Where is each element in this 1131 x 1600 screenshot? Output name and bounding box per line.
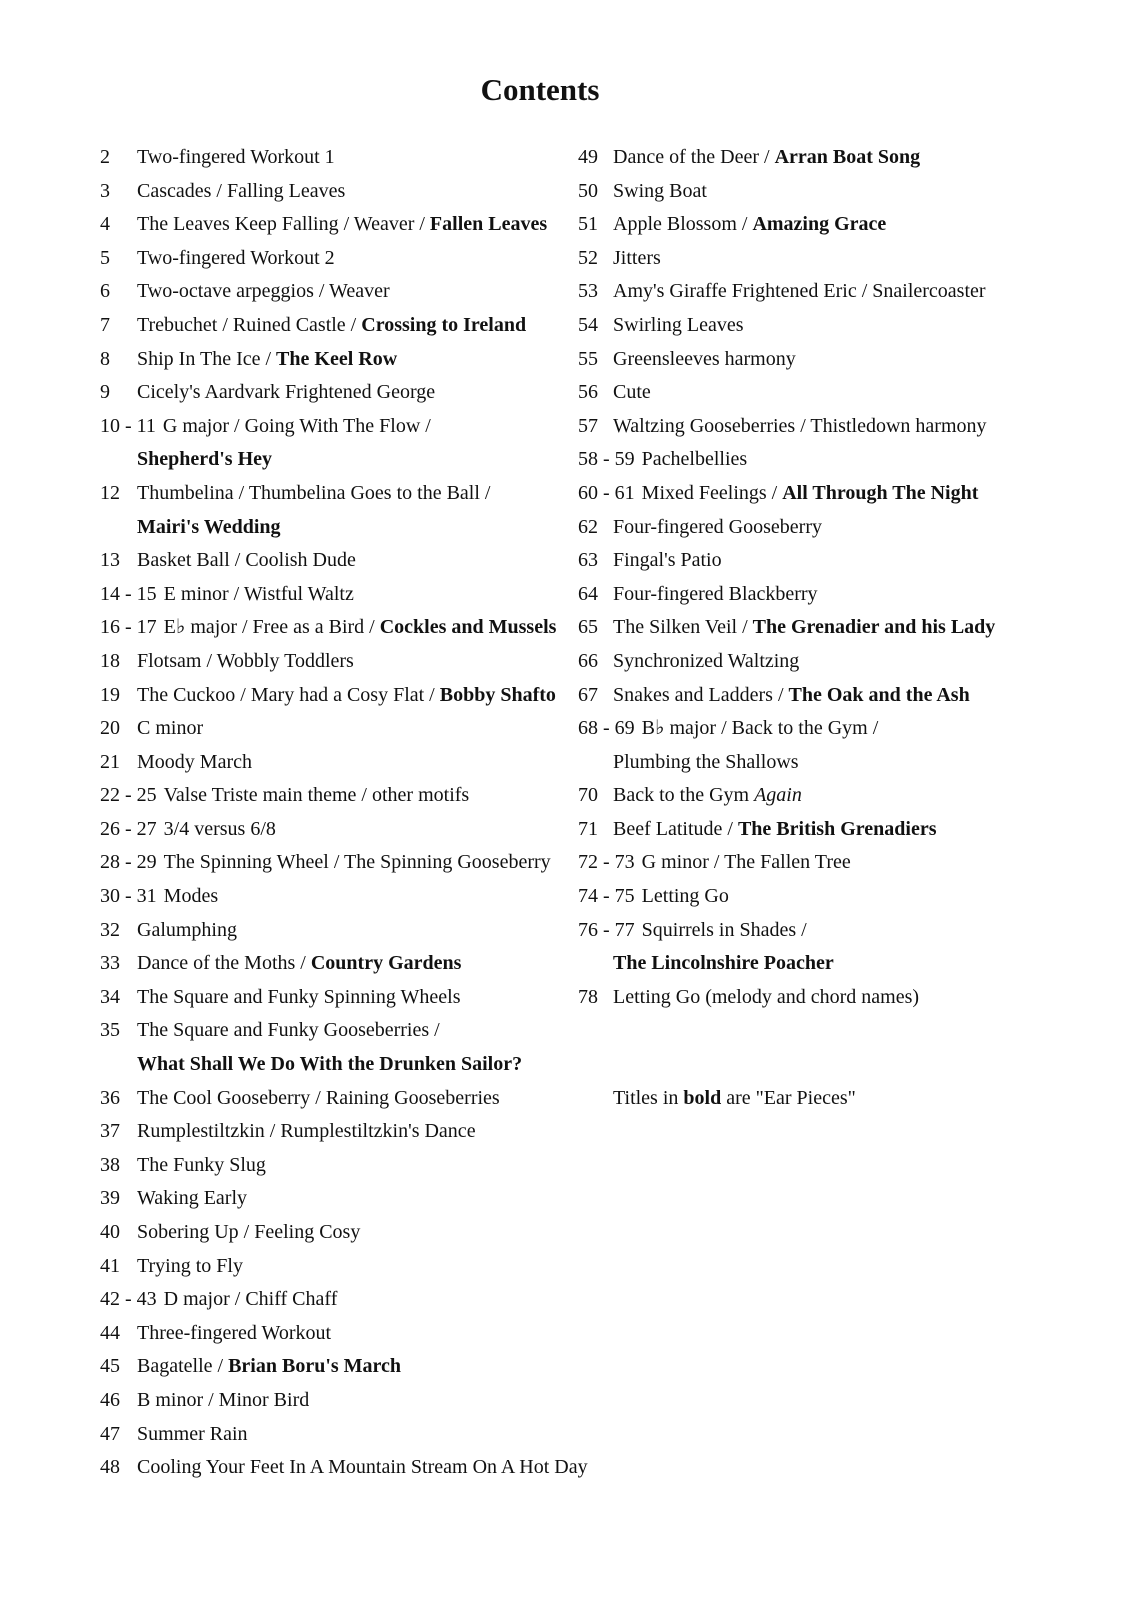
contents-entry	[100, 311, 588, 345]
contents-entry	[100, 412, 588, 446]
entry-title: 3/4 versus 6/8	[163, 817, 276, 840]
contents-entry	[100, 244, 588, 278]
page-number: 63	[578, 549, 598, 572]
contents-entry-continuation	[100, 513, 588, 547]
contents-entry	[100, 815, 588, 849]
entry-title: Four-fingered Blackberry	[613, 582, 818, 605]
contents-entry	[100, 546, 588, 580]
contents-entry	[100, 681, 588, 715]
contents-entry	[100, 345, 588, 379]
page-number: 64	[578, 582, 598, 605]
page-number: 39	[100, 1187, 120, 1210]
entry-title: Dance of the Deer /	[613, 146, 775, 168]
entry-title: Greensleeves harmony	[613, 347, 796, 370]
entry-title: Flotsam / Wobbly Toddlers	[137, 649, 354, 672]
contents-entry	[578, 412, 995, 446]
ear-piece-title: Bobby Shafto	[439, 683, 556, 706]
entry-title: G minor / The Fallen Tree	[641, 851, 851, 874]
entry-title: Four-fingered Gooseberry	[613, 515, 822, 538]
contents-entry	[578, 613, 995, 647]
ear-piece-title: The Keel Row	[276, 347, 398, 370]
page-number: 66	[578, 649, 598, 672]
contents-entry	[100, 378, 588, 412]
entry-title: E♭ major / Free as a Bird /	[163, 616, 380, 639]
entry-title: Swing Boat	[613, 179, 707, 202]
contents-entry	[578, 445, 995, 479]
contents-entry	[578, 345, 995, 379]
contents-entry	[100, 613, 588, 647]
page-number: 6	[100, 280, 110, 303]
page-number: 55	[578, 347, 598, 370]
entry-title: are "Ear Pieces"	[721, 1086, 856, 1109]
page-number: 3	[100, 179, 110, 202]
contents-entry	[100, 1386, 588, 1420]
page-number: 44	[100, 1321, 120, 1344]
entry-title: Valse Triste main theme / other motifs	[163, 784, 470, 807]
entry-title: B minor / Minor Bird	[137, 1388, 310, 1411]
entry-title: C minor	[137, 717, 204, 740]
entry-title: Swirling Leaves	[613, 313, 744, 336]
entry-title: Plumbing the Shallows	[613, 750, 799, 773]
contents-entry	[100, 1218, 588, 1252]
entry-title: E minor / Wistful Waltz	[163, 582, 354, 605]
contents-entry	[100, 210, 588, 244]
page-number: 37	[100, 1120, 120, 1143]
page-number: 51	[578, 213, 598, 236]
page-number: 47	[100, 1422, 120, 1445]
entry-title: The Silken Veil /	[613, 616, 753, 639]
contents-column-right	[578, 143, 995, 1117]
page-number: 4	[100, 213, 110, 236]
ear-piece-title: The Grenadier and his Lady	[752, 616, 996, 639]
entry-title: Synchronized Waltzing	[613, 649, 800, 672]
page-number: 71	[578, 817, 598, 840]
page-number: 72 - 73	[578, 851, 635, 874]
contents-entry	[578, 513, 995, 547]
contents-entry	[100, 580, 588, 614]
entry-title: Ship In The Ice /	[137, 347, 277, 370]
contents-entry	[578, 916, 995, 950]
contents-entry	[578, 143, 995, 177]
page-number: 60 - 61	[578, 481, 635, 504]
contents-entry-continuation	[578, 748, 995, 782]
entry-title: Summer Rain	[137, 1422, 248, 1445]
page-number: 65	[578, 616, 598, 639]
entry-title: Trebuchet / Ruined Castle /	[137, 313, 362, 336]
entry-title: The Cuckoo / Mary had a Cosy Flat /	[137, 683, 440, 706]
contents-entry	[100, 1016, 588, 1050]
contents-column-left	[100, 143, 588, 1487]
page-number: 16 - 17	[100, 616, 157, 639]
ear-piece-title: Mairi's Wedding	[137, 515, 281, 538]
contents-entry	[578, 714, 995, 748]
page-number: 56	[578, 381, 598, 404]
contents-entry-continuation	[100, 1050, 588, 1084]
entry-title: Waking Early	[137, 1187, 248, 1210]
page-number: 49	[578, 146, 598, 168]
ear-piece-title: Brian Boru's March	[228, 1355, 402, 1378]
ear-piece-title: Amazing Grace	[752, 213, 887, 236]
entry-title: Fingal's Patio	[613, 549, 722, 572]
contents-entry	[578, 647, 995, 681]
page-number: 50	[578, 179, 598, 202]
contents-entry	[578, 378, 995, 412]
page-number: 62	[578, 515, 598, 538]
contents-entry-continuation	[578, 1016, 995, 1050]
page-number: 45	[100, 1355, 120, 1378]
ear-piece-title: Fallen Leaves	[429, 213, 548, 236]
contents-entry	[578, 848, 995, 882]
entry-title: The Square and Funky Spinning Wheels	[137, 985, 461, 1008]
page-title: Contents	[480, 72, 600, 107]
page-number: 40	[100, 1221, 120, 1243]
entry-title: The Square and Funky Gooseberries /	[137, 1019, 440, 1042]
page-number: 57	[578, 414, 598, 437]
entry-title: Letting Go	[641, 885, 729, 908]
entry-title: Cicely's Aardvark Frightened George	[137, 381, 436, 404]
entry-title: Back to the Gym	[613, 784, 755, 807]
ear-piece-title: The Oak and the Ash	[788, 683, 970, 706]
contents-entry	[578, 546, 995, 580]
contents-entry	[100, 277, 588, 311]
contents-entry	[100, 177, 588, 211]
entry-title: Basket Ball / Coolish Dude	[137, 549, 356, 572]
page-number: 48	[100, 1456, 120, 1479]
entry-title: Two-fingered Workout 2	[137, 246, 335, 269]
ear-piece-title: Crossing to Ireland	[361, 313, 527, 336]
ear-piece-title: Shepherd's Hey	[137, 448, 273, 471]
page-number: 20	[100, 717, 120, 740]
page-number: 8	[100, 347, 110, 370]
contents-entry	[100, 781, 588, 815]
page-number: 32	[100, 918, 120, 941]
entry-title: Two-fingered Workout 1	[137, 146, 335, 168]
page-number: 68 - 69	[578, 717, 635, 740]
contents-entry-continuation	[578, 1084, 995, 1118]
contents-entry	[100, 1352, 588, 1386]
ear-piece-title: The British Grenadiers	[737, 817, 937, 840]
entry-title: Modes	[163, 885, 219, 908]
entry-title: Beef Latitude /	[613, 817, 738, 840]
page-number: 42 - 43	[100, 1288, 157, 1311]
page-number: 41	[100, 1254, 120, 1277]
page-number: 74 - 75	[578, 885, 635, 908]
contents-entry	[578, 479, 995, 513]
entry-title: Moody March	[137, 750, 252, 773]
page-number: 14 - 15	[100, 582, 157, 605]
page-number: 12	[100, 481, 120, 504]
page-number: 46	[100, 1388, 120, 1411]
entry-title: Again	[754, 784, 802, 807]
page-number: 7	[100, 313, 110, 336]
entry-title: Waltzing Gooseberries / Thistledown harmony	[613, 414, 987, 437]
page-number: 38	[100, 1153, 120, 1176]
contents-entry	[578, 244, 995, 278]
contents-entry	[100, 647, 588, 681]
page-number: 9	[100, 381, 110, 404]
entry-title: D major / Chiff Chaff	[163, 1288, 338, 1311]
page-number: 35	[100, 1019, 120, 1042]
page-number: 13	[100, 549, 120, 572]
contents-entry	[100, 848, 588, 882]
page-number: 34	[100, 985, 120, 1008]
contents-entry	[578, 311, 995, 345]
contents-entry	[578, 681, 995, 715]
entry-title: Two-octave arpeggios / Weaver	[137, 280, 390, 303]
ear-piece-title: Cockles and Mussels	[379, 616, 557, 639]
entry-title: Rumplestiltzkin / Rumplestiltzkin's Dance	[137, 1120, 476, 1143]
entry-title: The Funky Slug	[137, 1153, 266, 1176]
entry-title: Cascades / Falling Leaves	[137, 179, 346, 202]
entry-title: Thumbelina / Thumbelina Goes to the Ball /	[137, 481, 491, 504]
page-number: 18	[100, 649, 120, 672]
page-number: 36	[100, 1086, 120, 1109]
entry-title: Pachelbellies	[641, 448, 748, 471]
entry-title: The Cool Gooseberry / Raining Gooseberries	[137, 1086, 500, 1109]
ear-piece-title: bold	[683, 1086, 722, 1109]
entry-title: Dance of the Moths /	[137, 952, 311, 975]
contents-entry	[100, 916, 588, 950]
contents-entry	[100, 479, 588, 513]
contents-entry	[100, 1252, 588, 1286]
ear-piece-title: What Shall We Do With the Drunken Sailor?	[137, 1053, 523, 1076]
page-number: 78	[578, 985, 598, 1008]
entry-title: Trying to Fly	[137, 1254, 243, 1277]
contents-entry	[100, 1319, 588, 1353]
entry-title: Cute	[613, 381, 651, 404]
entry-title: Mixed Feelings /	[641, 481, 783, 504]
entry-title: Cooling Your Feet In A Mountain Stream On A Hot Day	[137, 1456, 588, 1479]
page-number: 26 - 27	[100, 817, 157, 840]
ear-piece-title: Arran Boat Song	[774, 146, 921, 168]
entry-title: Three-fingered Workout	[137, 1321, 332, 1344]
contents-entry	[578, 177, 995, 211]
page-number: 53	[578, 280, 598, 303]
entry-title: Apple Blossom /	[613, 213, 753, 236]
page-number: 67	[578, 683, 598, 706]
contents-entry	[100, 949, 588, 983]
page-number: 10 - 11	[100, 414, 156, 437]
contents-entry	[100, 882, 588, 916]
contents-entry	[100, 143, 588, 177]
page-number: 52	[578, 246, 598, 269]
ear-piece-title: Country Gardens	[310, 952, 462, 975]
entry-title: Amy's Giraffe Frightened Eric / Snailercoaster	[613, 280, 986, 303]
contents-entry	[578, 983, 995, 1017]
contents-entry	[100, 1420, 588, 1454]
page-number: 19	[100, 683, 120, 706]
contents-entry	[100, 1151, 588, 1185]
page-number: 30 - 31	[100, 885, 157, 908]
contents-entry	[578, 882, 995, 916]
page-number: 5	[100, 246, 110, 269]
page-number: 70	[578, 784, 598, 807]
page-number: 22 - 25	[100, 784, 157, 807]
entry-title: G major / Going With The Flow /	[162, 414, 431, 437]
entry-title: Letting Go (melody and chord names)	[613, 985, 920, 1008]
entry-title: Jitters	[613, 246, 661, 269]
page-number: 2	[100, 146, 110, 168]
contents-entry	[100, 983, 588, 1017]
page-number: 76 - 77	[578, 918, 635, 941]
ear-piece-title: All Through The Night	[782, 481, 979, 504]
ear-piece-title: The Lincolnshire Poacher	[613, 952, 834, 975]
entry-title: The Leaves Keep Falling / Weaver /	[137, 213, 430, 236]
contents-entry	[578, 580, 995, 614]
contents-entry	[578, 781, 995, 815]
contents-entry-continuation	[578, 949, 995, 983]
entry-title: B♭ major / Back to the Gym /	[641, 717, 879, 740]
contents-entry	[100, 1084, 588, 1118]
entry-title: The Spinning Wheel / The Spinning Gooseberry	[163, 851, 551, 874]
page-number: 54	[578, 313, 598, 336]
contents-entry	[100, 1184, 588, 1218]
contents-entry	[578, 277, 995, 311]
page-number: 58 - 59	[578, 448, 635, 471]
contents-entry	[578, 210, 995, 244]
entry-title: Squirrels in Shades /	[641, 918, 807, 941]
entry-title: Bagatelle /	[137, 1355, 229, 1378]
contents-entry-continuation	[578, 1050, 995, 1084]
contents-entry-continuation	[100, 445, 588, 479]
entry-title: Sobering Up / Feeling Cosy	[137, 1221, 361, 1243]
contents-entry	[578, 815, 995, 849]
contents-entry	[100, 1117, 588, 1151]
contents-entry	[100, 748, 588, 782]
contents-entry	[100, 1285, 588, 1319]
entry-title: Titles in	[613, 1086, 684, 1109]
entry-title: Galumphing	[137, 918, 237, 941]
contents-entry	[100, 714, 588, 748]
contents-entry	[100, 1453, 588, 1487]
page-number: 21	[100, 750, 120, 773]
page-number: 33	[100, 952, 120, 975]
entry-title: Snakes and Ladders /	[613, 683, 789, 706]
page-number: 28 - 29	[100, 851, 157, 874]
